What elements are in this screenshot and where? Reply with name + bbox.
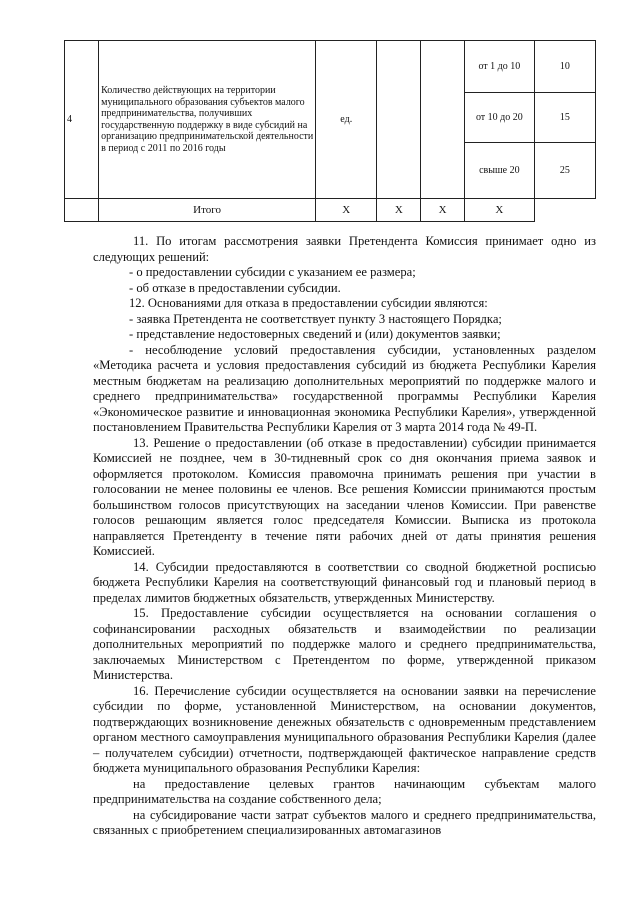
paragraph: 13. Решение о предоставлении (об отказе в предоставлении) субсидии принимается Комиссией не позднее, чем в 30-тидневный срок со дня окончания приема заявок и оформляется протоколом. Комиссия правомочна принимать решения при участии в голосовании не менее половины ее членов. Все решения Комиссии принимаются простым большинством голосов присутствующих на заседании членов Комиссии. При равенстве голосов решающим является голос председателя Комиссии. Выписка из протокола направляется Претенденту в течение пяти рабочих дней от даты принятия решения Комиссией. <box>93 435 596 558</box>
document-body <box>93 234 596 839</box>
total-label: Итого <box>99 199 316 222</box>
paragraph: - представление недостоверных сведений и (или) документов заявки; <box>129 327 501 341</box>
paragraph: 11. По итогам рассмотрения заявки Претендента Комиссия принимает одно из следующих решений: <box>93 234 596 264</box>
range-cell: свыше 20 <box>465 143 535 199</box>
paragraph: - несоблюдение условий предоставления субсидии, установленных разделом «Методика расчета и условия предоставления субсидий из бюджета Республики Карелия местным бюджетам на реализацию дополнительных мероприятий по поддержке малого и среднего предпринимательства» государственной программы Республики Карелия «Экономическое развитие и инновационная экономика Республики Карелия», утвержденной постановлением Правительства Республики Карелия от 3 марта 2014 года № 49-П. <box>93 342 596 434</box>
score-cell: 10 <box>534 41 595 93</box>
total-cell: Х <box>465 199 535 222</box>
empty-cell <box>377 41 421 199</box>
empty-cell <box>65 199 99 222</box>
score-cell: 15 <box>534 93 595 143</box>
range-cell: от 10 до 20 <box>465 93 535 143</box>
empty-cell <box>421 41 465 199</box>
paragraph: 15. Предоставление субсидии осуществляется на основании соглашения о софинансировании расходных обязательств и взаимодействии по реализации дополнительных мероприятий по поддержке малого и среднего предпринимательства, заключаемых Министерством с Претендентом по форме, утвержденной приказом Министерства. <box>93 606 596 682</box>
score-cell: 25 <box>534 143 595 199</box>
paragraph: - заявка Претендента не соответствует пункту 3 настоящего Порядка; <box>129 311 502 326</box>
paragraph: 16. Перечисление субсидии осуществляется на основании заявки на перечисление субсидии по форме, установленной Министерством, на основании документов, подтверждающих возникновение денежных обязательств с одновременным представлением органом местного самоуправления муниципального образования Республики Карелия (далее – получателем субсидии) отчетности, подтверждающей фактическое направление средств бюджета муниципального образования Республики Карелия: <box>93 683 596 775</box>
paragraph: - о предоставлении субсидии с указанием ее размера; <box>129 265 416 279</box>
paragraph: 14. Субсидии предоставляются в соответствии со сводной бюджетной росписью бюджета Республики Карелия на соответствующий финансовый год и плановый период в пределах лимитов бюджетных обязательств, утвержденных Министерству. <box>93 559 596 605</box>
total-cell: Х <box>377 199 421 222</box>
total-row <box>65 199 596 222</box>
paragraph: на предоставление целевых грантов начинающим субъектам малого предпринимательства на создание собственного дела; <box>93 776 596 806</box>
paragraph: на субсидирование части затрат субъектов малого и среднего предпринимательства, связанных с приобретением специализированных автомагазинов <box>93 807 596 837</box>
row-number: 4 <box>65 41 99 199</box>
total-cell: Х <box>421 199 465 222</box>
criteria-table <box>64 40 596 222</box>
paragraph: - об отказе в предоставлении субсидии. <box>129 280 341 295</box>
criterion-description: Количество действующих на территории муниципального образования субъектов малого предпринимательства, получивших государственную поддержку в виде субсидий на организацию предпринимательской деятельности в период с 2011 по 2016 годы <box>99 41 316 199</box>
range-cell: от 1 до 10 <box>465 41 535 93</box>
unit-cell: ед. <box>316 41 377 199</box>
paragraph: 12. Основаниями для отказа в предоставлении субсидии являются: <box>129 296 488 310</box>
total-cell: Х <box>316 199 377 222</box>
